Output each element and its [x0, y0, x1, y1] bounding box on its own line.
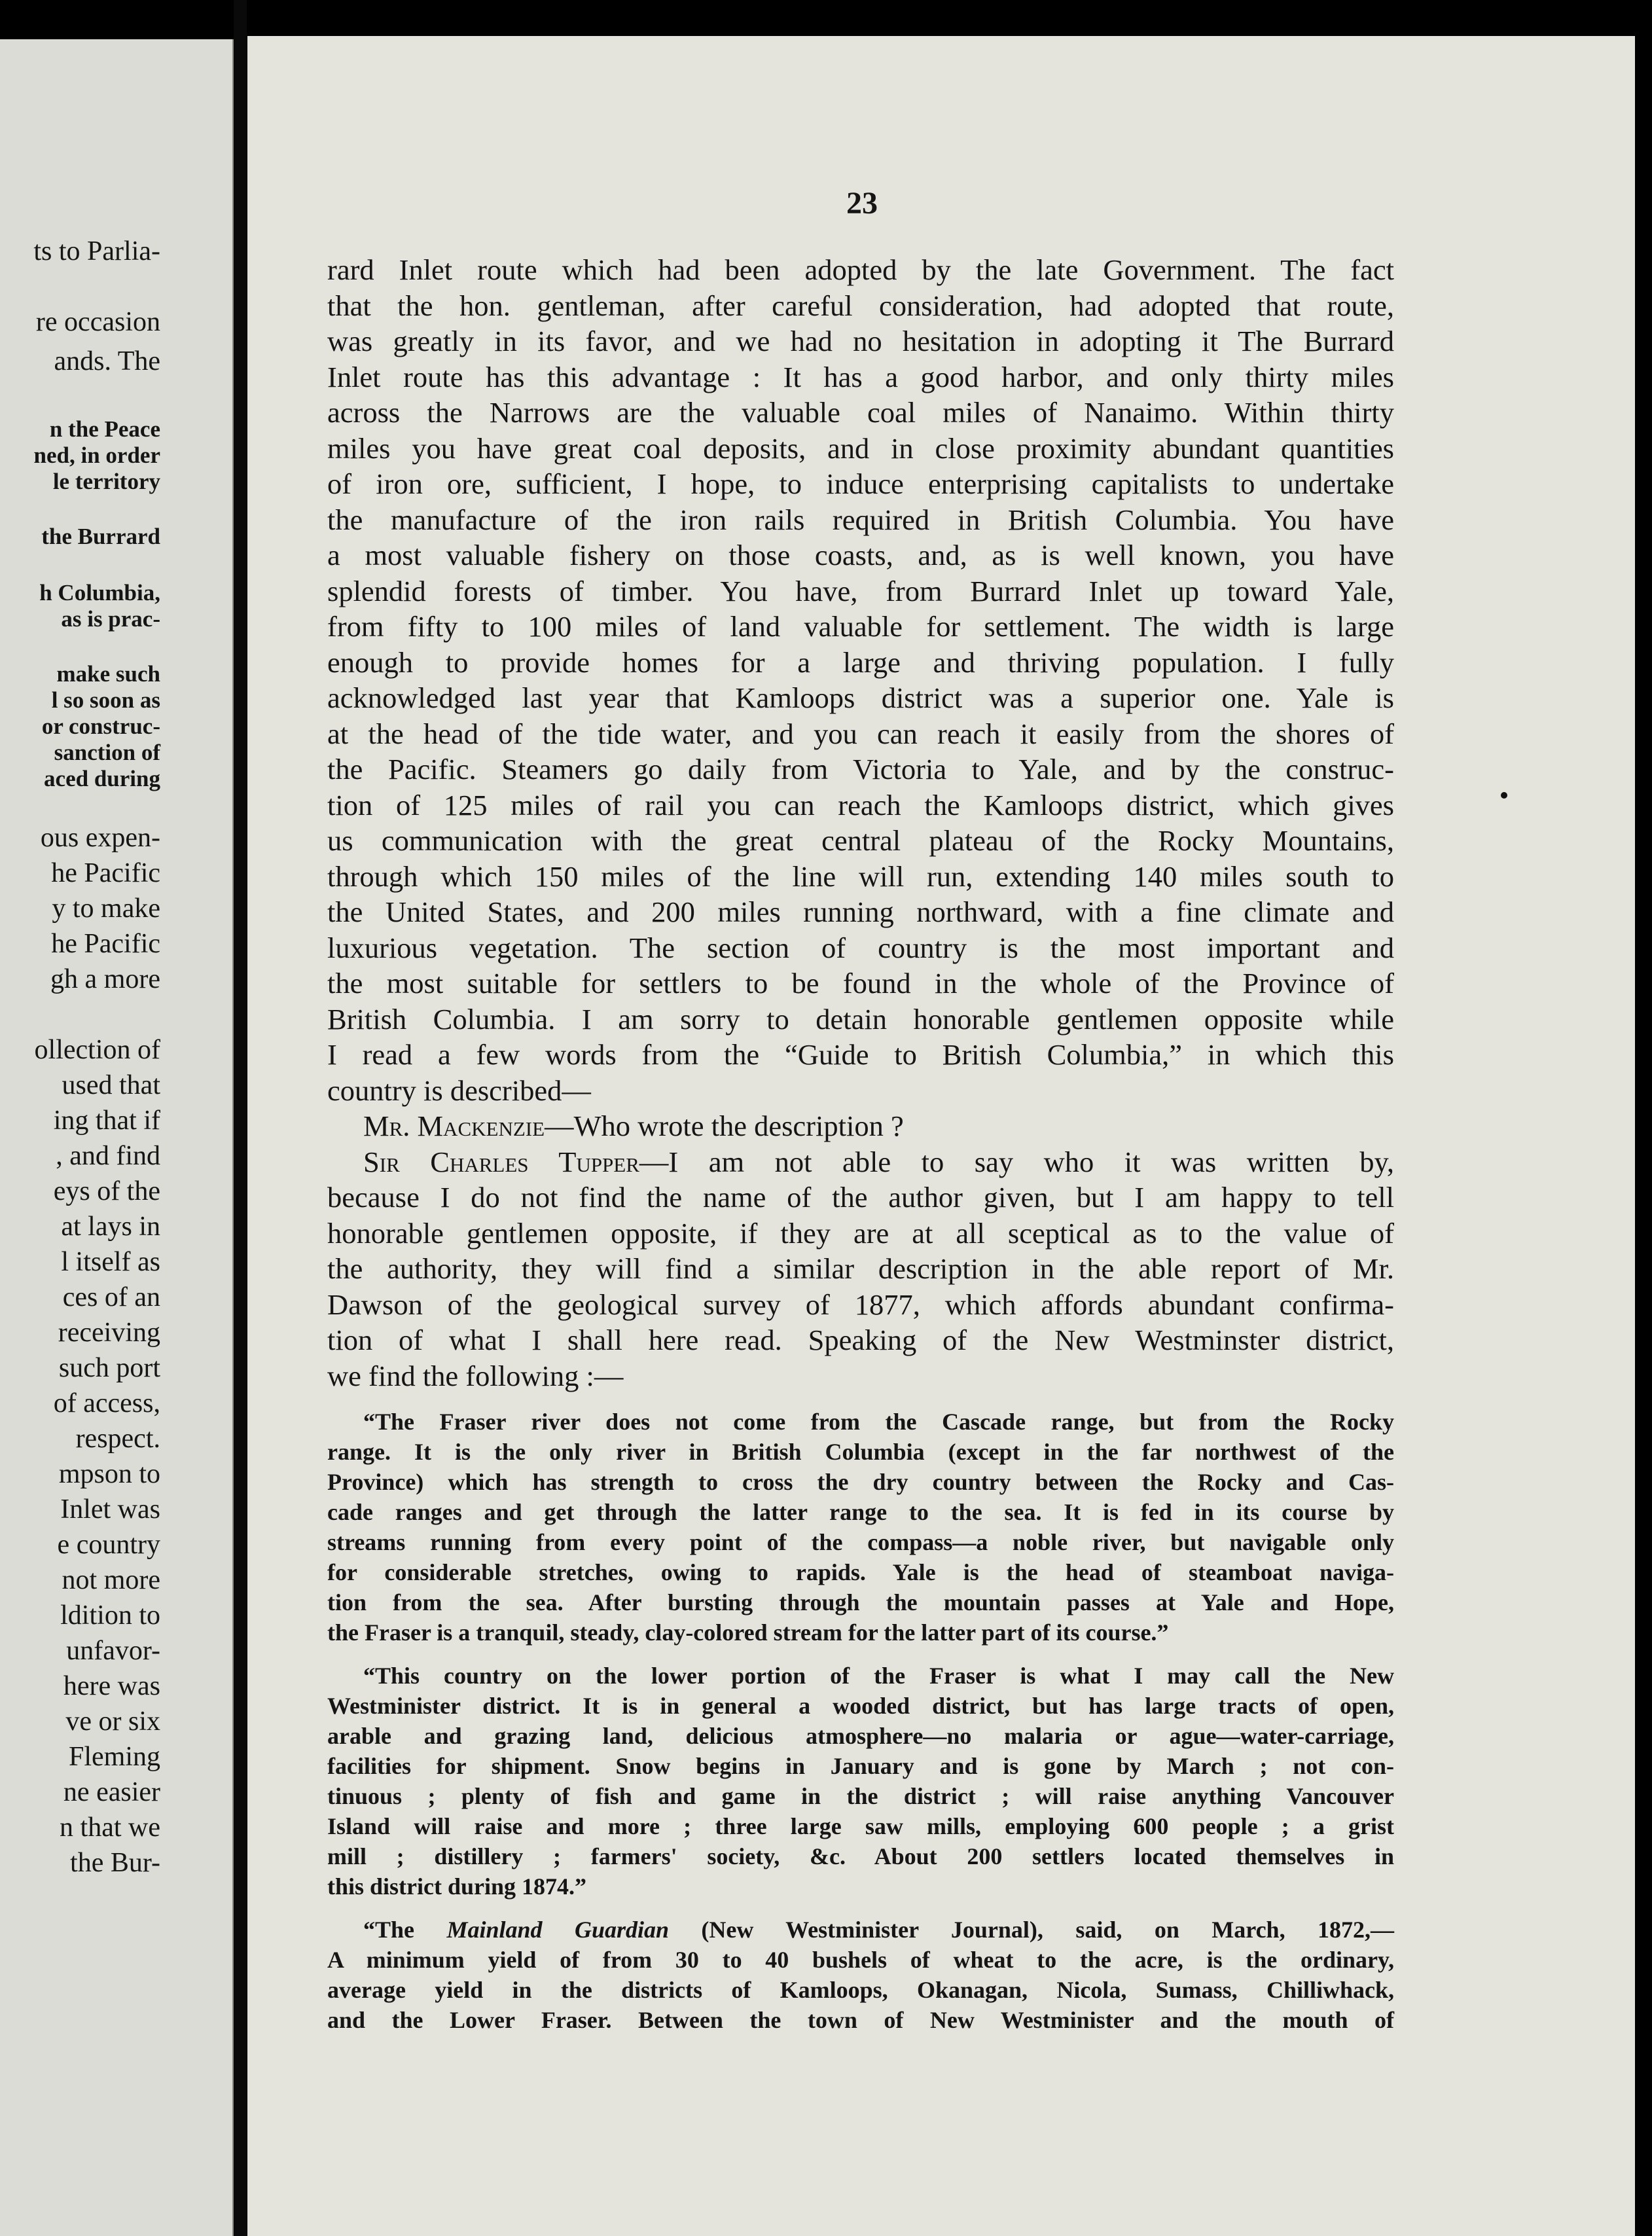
- text-line: us communication with the great central plateau of the Rocky Mountains,: [327, 824, 1394, 857]
- text-line: we find the following :—: [327, 1359, 624, 1392]
- left-page-fragment: gh a more: [50, 964, 160, 994]
- speaker-name: Sir Charles Tupper: [363, 1145, 639, 1178]
- quote-new-westminster-district: [327, 1661, 1394, 1902]
- text-line: this district during 1874.”: [327, 1873, 587, 1900]
- interjection-text: —Who wrote the description ?: [545, 1109, 904, 1142]
- text-line: acknowledged last year that Kamloops district was a superior one. Yale is: [327, 681, 1394, 714]
- left-page-fragment: le territory: [52, 469, 160, 494]
- left-page-fragment: n that we: [60, 1812, 160, 1843]
- left-page-fragment: l so soon as: [51, 687, 160, 713]
- left-page-fragment: unfavor-: [66, 1636, 160, 1666]
- text-line: tion from the sea. After bursting through the mountain passes at Yale and Hope,: [327, 1589, 1394, 1615]
- left-page-fragment: sanction of: [54, 740, 160, 765]
- left-page-fragment: the Burrard: [41, 524, 160, 549]
- left-page-fragment: here was: [63, 1671, 160, 1701]
- left-page-fragment: ing that if: [53, 1106, 160, 1136]
- left-page-fragment: ve or six: [65, 1706, 160, 1737]
- left-page-fragment: used that: [62, 1070, 160, 1100]
- text-line: country is described—: [327, 1073, 591, 1107]
- text-line: miles you have great coal deposits, and in close proximity abundant quantities: [327, 431, 1394, 465]
- left-page-fragment: l itself as: [61, 1247, 160, 1277]
- text-line: “The Fraser river does not come from the Cascade range, but from the Rocky: [363, 1409, 1394, 1435]
- text-line: Inlet route has this advantage : It has a good harbor, and only thirty miles: [327, 360, 1394, 393]
- text-line: because I do not find the name of the author given, but I am happy to tell: [327, 1181, 1394, 1214]
- text-line: of iron ore, sufficient, I hope, to induce enterprising capitalists to undertake: [327, 467, 1394, 500]
- text-line: British Columbia. I am sorry to detain honorable gentlemen opposite while: [327, 1002, 1394, 1036]
- text-line: range. It is the only river in British Columbia (except in the far northwest of the: [327, 1439, 1394, 1465]
- reply-first-line-text: —I am not able to say who it was written by,: [639, 1145, 1394, 1178]
- left-page-fragment: as is prac-: [61, 606, 160, 632]
- left-page-fragment: of access,: [53, 1388, 160, 1418]
- text-line: enough to provide homes for a large and thriving population. I fully: [327, 645, 1394, 679]
- text-line: Province) which has strength to cross the dry country between the Rocky and Cas-: [327, 1469, 1394, 1495]
- text-line: was greatly in its favor, and we had no hesitation in adopting it The Burrard: [327, 325, 1394, 357]
- text-line: across the Narrows are the valuable coal miles of Nanaimo. Within thirty: [327, 396, 1394, 429]
- quote-mainland-guardian: [327, 1915, 1394, 2035]
- left-page-fragment: or construc-: [41, 713, 160, 739]
- text-line: Island will raise and more ; three large saw mills, employing 600 people ; a grist: [327, 1813, 1394, 1839]
- paragraph-tupper-reply: [327, 1144, 1394, 1394]
- left-page-fragment: Fleming: [68, 1742, 160, 1772]
- page-number: 23: [846, 186, 878, 221]
- quote-first-line: “The Mainland Guardian (New Westminister Journal), said, on March, 1872,—: [363, 1917, 1395, 1943]
- left-page-fragment: ned, in order: [33, 442, 160, 468]
- left-page-fragment: ts to Parlia-: [33, 236, 160, 266]
- text-line: average yield in the districts of Kamloops, Okanagan, Nicola, Sumass, Chilliwhack,: [327, 1977, 1394, 2003]
- text-line: through which 150 miles of the line will run, extending 140 miles south to: [327, 859, 1394, 893]
- text-line: honorable gentlemen opposite, if they are at all sceptical as to the value of: [327, 1216, 1394, 1250]
- left-page-fragment: e country: [57, 1530, 160, 1560]
- text-line: facilities for shipment. Snow begins in January and is gone by March ; not con-: [327, 1753, 1394, 1779]
- left-page-fragment: ne easier: [63, 1777, 160, 1807]
- quote-fraser-river: [327, 1407, 1394, 1648]
- text-line: A minimum yield of from 30 to 40 bushels of wheat to the acre, is the ordinary,: [327, 1947, 1394, 1973]
- text-line: splendid forests of timber. You have, from Burrard Inlet up toward Yale,: [327, 574, 1394, 607]
- interjection-line: [327, 1108, 1394, 1144]
- left-page-fragment: h Columbia,: [39, 580, 160, 605]
- text-line: I read a few words from the “Guide to British Columbia,” in which this: [327, 1038, 1394, 1071]
- text-line: Westminister district. It is in general a wooded district, but has large tracts of open,: [327, 1693, 1394, 1719]
- left-page-fragment: ands. The: [54, 346, 160, 376]
- left-page-fragment: he Pacific: [51, 858, 160, 888]
- newspaper-title: Mainland Guardian: [446, 1917, 669, 1943]
- left-page-fragment: re occasion: [35, 307, 160, 337]
- book-gutter: [234, 0, 247, 2236]
- left-page-fragment: he Pacific: [51, 929, 160, 959]
- text-line: the Pacific. Steamers go daily from Victoria to Yale, and by the construc-: [327, 753, 1394, 785]
- text-line: tion of 125 miles of rail you can reach the Kamloops district, which gives: [327, 788, 1394, 821]
- text-line: tinuous ; plenty of fish and game in the district ; will raise anything Vancouver: [327, 1783, 1394, 1809]
- text-line: streams running from every point of the compass—a noble river, but navigable only: [327, 1529, 1394, 1555]
- left-page-fragment: such port: [58, 1353, 160, 1383]
- text-line: from fifty to 100 miles of land valuable for settlement. The width is large: [327, 610, 1394, 643]
- text-line: for considerable stretches, owing to rapids. Yale is the head of steamboat naviga-: [327, 1559, 1394, 1585]
- text-line: tion of what I shall here read. Speaking of the New Westminster district,: [327, 1324, 1394, 1356]
- left-page-fragment: ldition to: [60, 1600, 160, 1631]
- left-page: [0, 39, 234, 2236]
- reply-first-line: [327, 1144, 1394, 1180]
- text-line: a most valuable fishery on those coasts, and, as is well known, you have: [327, 539, 1394, 571]
- text-line: at the head of the tide water, and you can reach it easily from the shores of: [327, 717, 1394, 750]
- text-line: rard Inlet route which had been adopted by the late Government. The fact: [327, 253, 1394, 286]
- left-page-fragment: n the Peace: [49, 416, 160, 442]
- left-page-fragment: at lays in: [61, 1212, 160, 1242]
- left-page-fragment: make such: [56, 661, 160, 687]
- speaker-name: Mr. Mackenzie: [363, 1109, 545, 1142]
- text-line: cade ranges and get through the latter range to the sea. It is fed in its course by: [327, 1499, 1394, 1525]
- left-page-fragment: the Bur-: [70, 1848, 160, 1878]
- text-line: Dawson of the geological survey of 1877, which affords abundant confirma-: [327, 1288, 1394, 1321]
- text-line: and the Lower Fraser. Between the town of New Westminister and the mouth of: [327, 2007, 1394, 2033]
- text-line: “This country on the lower portion of the Fraser is what I may call the New: [363, 1663, 1394, 1689]
- text-line: the authority, they will find a similar description in the able report of Mr.: [327, 1252, 1394, 1285]
- left-page-fragment: , and find: [56, 1141, 160, 1171]
- left-page-fragment: receiving: [58, 1318, 160, 1348]
- scan-speck: [1501, 792, 1507, 799]
- text-line: that the hon. gentleman, after careful consideration, had adopted that route,: [327, 289, 1394, 322]
- text-line: arable and grazing land, delicious atmosphere—no malaria or ague—water-carriage,: [327, 1723, 1394, 1749]
- left-page-fragment: y to make: [52, 893, 160, 924]
- text-line: the Fraser is a tranquil, steady, clay-colored stream for the latter part of its course.”: [327, 1619, 1169, 1646]
- page-body: [327, 252, 1394, 2035]
- left-page-fragment: not more: [62, 1565, 160, 1595]
- left-page-fragment: ous expen-: [40, 823, 160, 853]
- left-page-fragment: ollection of: [34, 1035, 160, 1065]
- right-page: [247, 36, 1635, 2236]
- paragraph-burrard-inlet: [327, 252, 1394, 1108]
- text-line: the most suitable for settlers to be found in the whole of the Province of: [327, 967, 1394, 1000]
- left-page-fragment: respect.: [75, 1424, 160, 1454]
- left-page-fragment: ces of an: [62, 1282, 160, 1312]
- left-page-fragment: mpson to: [58, 1459, 160, 1489]
- text-line: luxurious vegetation. The section of country is the most important and: [327, 931, 1394, 964]
- text-line: the manufacture of the iron rails required in British Columbia. You have: [327, 503, 1394, 536]
- left-page-fragment: aced during: [44, 766, 160, 791]
- left-page-fragment: Inlet was: [60, 1494, 160, 1524]
- text-line: the United States, and 200 miles running northward, with a fine climate and: [327, 895, 1394, 928]
- left-page-fragment: eys of the: [53, 1176, 160, 1206]
- text-line: mill ; distillery ; farmers' society, &c. About 200 settlers located themselves in: [327, 1843, 1394, 1869]
